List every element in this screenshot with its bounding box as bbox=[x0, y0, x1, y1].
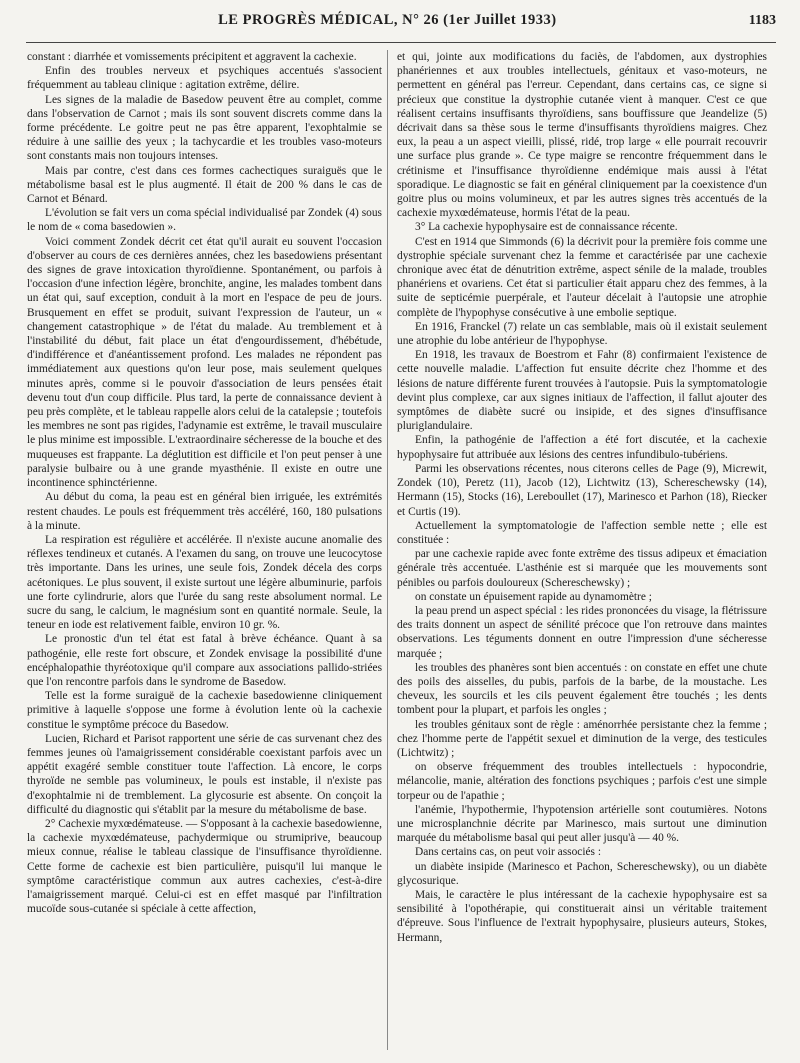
paragraph: Mais par contre, c'est dans ces formes cachectiques suraiguës que le métabolisme basal est le plus augmenté. Il était de 200 % dans le cas de Carnot et Bénard. bbox=[27, 164, 382, 206]
paragraph: Lucien, Richard et Parisot rapportent une série de cas survenant chez des femmes jeunes où l'amaigrissement considérable coexistant parfois avec un appétit exagéré semble constituer toute l'affection. Là encore, le corps thyroïde ne semble pas volumineux, le pouls est instable, il n'existe pas d'exophtalmie ni de tremblement. La glycosurie est absente. On conçoit la difficulté du diagnostic qui s'établit par la mesure du métabolisme de base. bbox=[27, 732, 382, 816]
list-item: un diabète insipide (Marinesco et Pachon, Schereschewsky), ou un diabète glycosurique. bbox=[397, 860, 767, 887]
paragraph: Enfin des troubles nerveux et psychiques accentués s'associent fréquemment au tableau clinique : agitation extrême, délire. bbox=[27, 65, 382, 92]
paragraph: Enfin, la pathogénie de l'affection a été fort discutée, et la cachexie hypophysaire fut attribuée aux lésions des centres infundibulo-tubériens. bbox=[397, 434, 767, 461]
paragraph: Mais, le caractère le plus intéressant de la cachexie hypophysaire est sa sensibilité à l'opothérapie, qui constituerait ainsi un véritable traitement d'épreuve. Sous l'influence de l'extrait hypophysaire, plusieurs auteurs, Stokes, Hermann, bbox=[397, 888, 767, 944]
paragraph: Telle est la forme suraiguë de la cachexie basedowienne cliniquement primitive à laquelle s'oppose une forme à évolution lente où la cachexie constitue le symptôme précoce du Basedow. bbox=[27, 690, 382, 731]
paragraph: Le pronostic d'un tel état est fatal à brève échéance. Quant à sa pathogénie, elle reste fort obscure, et Zondek envisage la possibilité d'une encéphalopathie thyréotoxique qu'il compare aux associations pallido-striées que l'on rencontre parfois dans le syndrome de Basedow. bbox=[27, 633, 382, 688]
section-paragraph: 3° La cachexie hypophysaire est de connaissance récente. bbox=[415, 221, 678, 234]
paragraph: constant : diarrhée et vomissements précipitent et aggravent la cachexie. bbox=[27, 51, 357, 63]
paragraph: Actuellement la symptomatologie de l'affection semble nette ; elle est constituée : bbox=[397, 519, 767, 546]
right-column bbox=[397, 50, 767, 1055]
list-item: par une cachexie rapide avec fonte extrême des tissus adipeux et émaciation générale très accentuée. L'asthénie est si marquée que les mouvements sont pénibles ou parfois douloureux (Schereschewsky) ; bbox=[397, 548, 767, 589]
paragraph: En 1918, les travaux de Boestrom et Fahr (8) confirmaient l'existence de cette nouvelle maladie. L'affection fut ensuite décrite chez l'homme et des lésions de nature différente furent trouvées à l'autopsie. Puis la symptomatologie devint plus complexe, car aux signes initiaux de l'affection, il fallut ajouter des symptômes de diabète sucré ou insipide, et des signes d'insuffisance pluriglandulaire. bbox=[397, 349, 767, 433]
paragraph: Dans certains cas, on peut voir associés : bbox=[415, 846, 601, 859]
list-item: les troubles génitaux sont de règle : aménorrhée persistante chez la femme ; chez l'homme perte de l'appétit sexuel et diminution de la verge, des testicules (Lichtwitz) ; bbox=[397, 718, 767, 759]
list-item: on observe fréquemment des troubles intellectuels : hypocondrie, mélancolie, manie, altération des fonctions psychiques ; parfois c'est une simple torpeur ou de l'apathie ; bbox=[397, 761, 767, 802]
list-item: on constate un épuisement rapide au dynamomètre ; bbox=[415, 590, 652, 603]
list-item: l'anémie, l'hypothermie, l'hypotension artérielle sont coutumières. Notons une microsplanchnie décrite par Marinesco, mais surtout une diminution marquée du métabolisme basal qui peut aller jusqu'à — 40 %. bbox=[397, 803, 767, 845]
header-rule bbox=[26, 42, 776, 43]
list-item: la peau prend un aspect spécial : les rides prononcées du visage, la flétrissure des traits donnent un aspect de sénilité précoce que l'on retrouve dans maintes observations. Les téguments donnent en outre l'impression d'une sécheresse marquée ; bbox=[397, 604, 767, 660]
paragraph: En 1916, Franckel (7) relate un cas semblable, mais où il existait seulement une atrophie du lobe antérieur de l'hypophyse. bbox=[397, 320, 767, 348]
paragraph: Les signes de la maladie de Basedow peuvent être au complet, comme dans l'observation de Carnot ; mais ils sont souvent discrets comme dans la forme précédente. Le goitre peut ne pas être apparent, l'exophtalmie se réduire à une saillie des yeux ; la tachycardie et les troubles vaso-moteurs sont constants mais non toujours intenses. bbox=[27, 93, 382, 163]
section-paragraph: 2° Cachexie myxœdémateuse. — S'opposant à la cachexie basedowienne, la cachexie myxœdémateuse, pachydermique ou strumiprive, beaucoup mieux connue, réalise le tableau classique de l'insuffisance thyroïdienne. Cette forme de cachexie est bien particulière, puisqu'il lui manque le symptôme caractéristique commun aux autres cachexies, c'est-à-dire l'amaigrissement marqué. Celui-ci est en effet masqué par l'infiltration mucoïde sous-cutanée si spéciale à cette affection, bbox=[27, 817, 382, 916]
left-column bbox=[27, 50, 382, 1055]
page-header bbox=[26, 12, 776, 36]
paragraph: Au début du coma, la peau est en général bien irriguée, les extrémités restent chaudes. Le pouls est fréquemment très accéléré, 160, 180 pulsations à la minute. bbox=[27, 491, 382, 532]
header-title: LE PROGRÈS MÉDICAL, N° 26 (1er Juillet 1933) bbox=[218, 12, 557, 28]
paragraph: C'est en 1914 que Simmonds (6) la décrivit pour la première fois comme une dystrophie spéciale survenant chez la femme et caractérisée par une cachexie chronique avec état de dénutrition extrême, aspect sénile de la malade, troubles phanériens et ovariens. Cet état si particulier était apparu chez des femmes, à la suite de septicémie puerpérale, et l'auteur décelait à l'autopsie une atrophie complète de l'hypophyse consécutive à une embolie septique. bbox=[397, 235, 767, 319]
page-number: 1183 bbox=[748, 13, 776, 28]
paragraph: L'évolution se fait vers un coma spécial individualisé par Zondek (4) sous le nom de « coma basedowien ». bbox=[27, 207, 382, 234]
paragraph: Parmi les observations récentes, nous citerons celles de Page (9), Micrewit, Zondek (10), Peretz (11), Jacob (12), Lichtwitz (13), Schereschewsky (14), Hermann (15), Stocks (16), Lereboullet (17), Marinesco et Parhon (18), Riecker et Curtis (19). bbox=[397, 462, 767, 518]
paragraph: Voici comment Zondek décrit cet état qu'il aurait eu souvent l'occasion d'observer au cours de ces dernières années, chez les basedowiens présentant des signes de grave intoxication thyroïdienne. Spontanément, ou parfois à l'occasion d'une infection légère, bronchite, angine, les malades tombent dans un état qui, sauf exception, conduit à la mort en l'espace de peu de jours. Brusquement en effet se produit, suivant l'expression de l'auteur, un « changement catastrophique » de l'état du malade. Au tremblement et à l'instabilité du début, fait place un état d'engourdissement, d'hébétude, d'indifférence et d'anéantissement profond. Les malades ne répondent pas immédiatement aux questions qu'on leur pose, mais seulement quelques minutes après, comme si le pouvoir d'association de leurs pensées était devenu tout d'un coup difficile. Plus tard, la perte de connaissance devient à peu près complète, et le tableau rappelle alors celui de la catalepsie ; toutefois les membres ne sont pas rigides, l'adynamie est extrême, le travail musculaire le plus minime est impossible. L'extraordinaire sécheresse de la bouche et des muqueuses est frappante. La déglutition est difficile et l'on peut penser à une paralysie bulbaire ou à une grande myasthénie. Il existe en outre une incontinence sphinctérienne. bbox=[27, 235, 382, 490]
paragraph: La respiration est régulière et accélérée. Il n'existe aucune anomalie des réflexes tendineux et cutanés. A l'examen du sang, on trouve une leucocytose très importante. Dans les urines, une seule fois, Zondek décela des corps acétoniques. Le plus souvent, il existe surtout une légère albuminurie, parfois une forte cylindrurie, alors que l'urée du sang reste absolument normal. Le sucre du sang, le calcium, le magnésium sont en quantité normale. Seule, la teneur en iode est relativement faible, environ 10 gr. %. bbox=[27, 533, 382, 632]
column-divider bbox=[387, 50, 388, 1050]
paragraph: et qui, jointe aux modifications du faciès, de l'abdomen, aux dystrophies phanériennes et aux troubles intellectuels, génitaux et vaso-moteurs, ne permettent en général pas l'erreur. Cependant, dans certains cas, ce signe si précieux que constitue la dystrophie cutanée vient à manquer. C'est ce que réalisent certains insuffisants thyroïdiens, sans bouffissure que Jeandelize (5) décrivait dans sa thèse sous le terme d'insuffisants thyroïdiens maigres. Chez eux, la peau a un aspect vieilli, plissé, ridé, trop large « elle pourrait recouvrir une surface plus grande ». Ce type maigre se rencontre fréquemment dans le crétinisme et l'insuffisance thyroïdienne endémique mais aussi à l'état sporadique. Le diagnostic se fait en général cliniquement par la coexistence d'un goitre plus ou moins volumineux, et par les autres signes très accentués de la cachexie myxœdémateuse, hormis l'état de la peau. bbox=[397, 51, 767, 220]
list-item: les troubles des phanères sont bien accentués : on constate en effet une chute des poils des aisselles, du pubis, parfois de la barbe, de la moustache. Les cheveux, les sourcils et les cils peuvent également être touchés ; les dents tombent pour la plupart, et parfois les ongles ; bbox=[397, 661, 767, 717]
